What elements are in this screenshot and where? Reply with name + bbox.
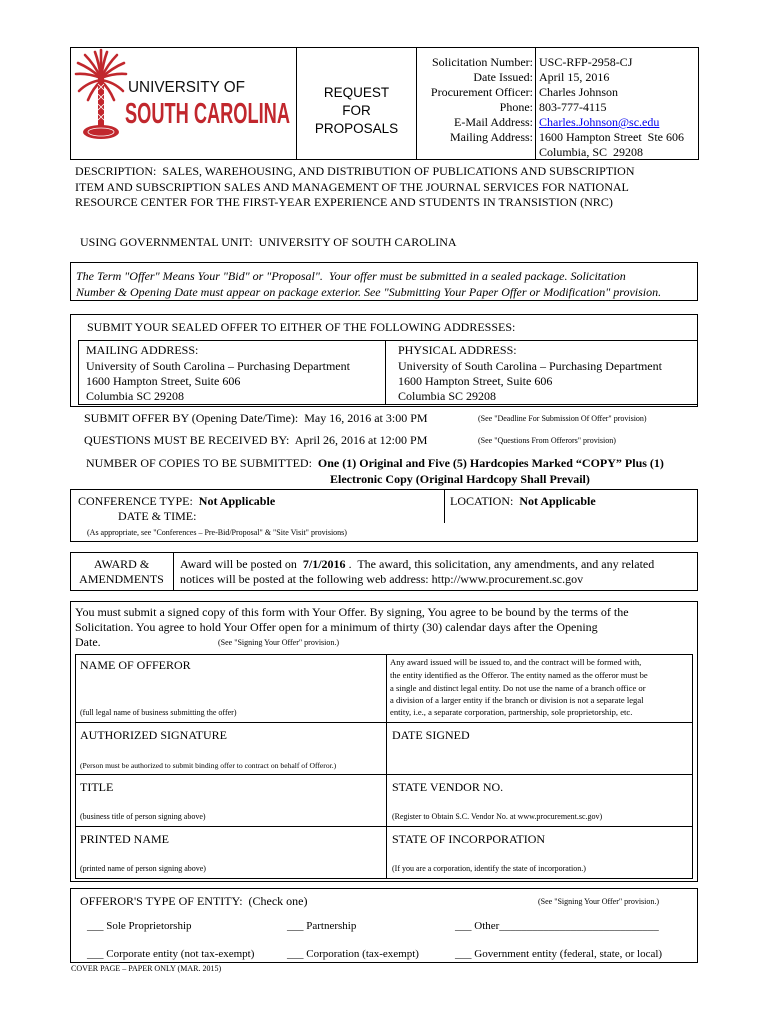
email-label: E-Mail Address: [454, 115, 533, 129]
entity-option-government-entity: ___ Government entity (federal, state, or local) [455, 948, 663, 960]
award-date: 7/1/2016 [302, 557, 346, 571]
award-suffix: . The award, this solicitation, any amendments, and any related [345, 557, 655, 571]
description-line: ITEM AND SUBSCRIPTION SALES AND MANAGEMENT OF THE JOURNAL SERVICES FOR NATIONAL [75, 180, 629, 194]
physical-address-title: PHYSICAL ADDRESS: [398, 343, 517, 357]
state-of-incorporation-hint: (If you are a corporation, identify the state of incorporation.) [392, 864, 586, 873]
authorized-signature-label: AUTHORIZED SIGNATURE [80, 728, 227, 742]
submit-offer-deadline: SUBMIT OFFER BY (Opening Date/Time): May 16, 2016 at 3:00 PM [84, 411, 428, 425]
logo-university-of: UNIVERSITY OF [128, 79, 246, 96]
date-issued-value: April 15, 2016 [539, 70, 610, 84]
award-text-line: notices will be posted at the following web address: http://www.procurement.sc.gov [180, 572, 584, 586]
offeror-notice-line: entity, i.e., a separate corporation, partnership, sole proprietorship, etc. [390, 707, 633, 717]
offeror-notice-line: Any award issued will be issued to, and the contract will be formed with, [390, 657, 642, 667]
rfp-title-line: PROPOSALS [314, 121, 399, 136]
mailing-address-city: Columbia, SC 29208 [539, 145, 644, 159]
rfp-title-line: FOR [342, 103, 371, 118]
copies-value-line2: Electronic Copy (Original Hardcopy Shall Prevail) [330, 472, 590, 486]
copies-label: NUMBER OF COPIES TO BE SUBMITTED: [86, 456, 318, 470]
state-of-incorporation-label: STATE OF INCORPORATION [392, 832, 546, 846]
phone-value: 803-777-4115 [539, 100, 607, 114]
signing-intro-line: You must submit a signed copy of this form with Your Offer. By signing, You agree to be bound by the terms of the [75, 605, 629, 619]
copies-value: One (1) Original and Five (5) Hardcopies Marked “COPY” Plus (1) [317, 456, 664, 470]
printed-name-hint: (printed name of person signing above) [80, 864, 206, 873]
copies-line [86, 456, 664, 470]
entity-option-partnership: ___ Partnership [287, 920, 357, 932]
conference-datetime-label: DATE & TIME: [118, 509, 197, 523]
entity-option-other: ___ Other_____________________________ [455, 920, 659, 932]
phone-label: Phone: [499, 100, 533, 114]
physical-address-line: Columbia SC 29208 [398, 389, 497, 403]
state-vendor-no-hint: (Register to Obtain S.C. Vendor No. at www.procurement.sc.gov) [392, 812, 603, 821]
conference-type-value: Not Applicable [198, 494, 276, 508]
conference-divider [444, 489, 445, 523]
signing-intro-note: (See "Signing Your Offer" provision.) [218, 638, 340, 647]
page-footer: COVER PAGE – PAPER ONLY (MAR. 2015) [71, 964, 222, 973]
offer-notice-line: The Term "Offer" Means Your "Bid" or "Proposal". Your offer must be submitted in a sealed package. Solicitation [76, 269, 626, 283]
physical-address-line: 1600 Hampton Street, Suite 606 [398, 374, 553, 388]
offeror-notice-line: a single and distinct legal entity. Do not use the name of a branch office or [390, 683, 646, 693]
procurement-officer-value: Charles Johnson [539, 85, 618, 99]
conference-location-value: Not Applicable [519, 494, 596, 508]
date-issued-label: Date Issued: [473, 70, 533, 84]
header-divider-info [535, 47, 536, 160]
questions-deadline: QUESTIONS MUST BE RECEIVED BY: April 26, 2016 at 12:00 PM [84, 433, 428, 447]
rfp-title-line: REQUEST [323, 85, 390, 100]
questions-note: (See "Questions From Offerors" provision) [478, 436, 616, 445]
entity-option-corporate-entity: ___ Corporate entity (not tax-exempt) [87, 948, 255, 960]
signing-grid-row-line [75, 722, 693, 723]
palmetto-trunk [83, 78, 119, 139]
physical-address-line: University of South Carolina – Purchasing Department [398, 359, 662, 373]
offeror-notice-line: a division of a larger entity if the branch or division is not a separate legal [390, 695, 644, 705]
conference-type-label: CONFERENCE TYPE: [78, 494, 199, 508]
procurement-officer-label: Procurement Officer: [430, 85, 533, 99]
entity-option-corporation-tax-exempt: ___ Corporation (tax-exempt) [287, 948, 419, 960]
description-line: RESOURCE CENTER FOR THE FIRST-YEAR EXPERIENCE AND STUDENTS IN TRANSISTION (NRC) [75, 195, 613, 209]
award-divider [173, 552, 174, 591]
logo-south-carolina: SOUTH CAROLINA [125, 98, 291, 130]
award-label: AWARD & [93, 557, 150, 571]
addresses-divider [385, 340, 386, 405]
solicitation-number-label: Solicitation Number: [432, 55, 533, 69]
title-hint: (business title of person signing above) [80, 812, 206, 821]
signing-grid-row-line [75, 826, 693, 827]
mailing-address-title: MAILING ADDRESS: [86, 343, 199, 357]
name-of-offeror-hint: (full legal name of business submitting the offer) [80, 708, 237, 717]
date-signed-label: DATE SIGNED [392, 728, 470, 742]
title-label: TITLE [80, 780, 114, 794]
email-link[interactable]: Charles.Johnson@sc.edu [539, 115, 660, 129]
mailing-address-label: Mailing Address: [450, 130, 533, 144]
award-label: AMENDMENTS [79, 572, 164, 586]
mailing-address-value: 1600 Hampton Street Ste 606 [539, 130, 684, 144]
mailing-address-line: University of South Carolina – Purchasing Department [86, 359, 350, 373]
mailing-address-line: Columbia SC 29208 [86, 389, 185, 403]
conference-type [78, 494, 275, 508]
entity-type-note: (See "Signing Your Offer" provision.) [538, 897, 660, 906]
submit-offer-note: (See "Deadline For Submission Of Offer" provision) [478, 414, 647, 423]
name-of-offeror-label: NAME OF OFFEROR [80, 658, 191, 672]
signing-grid-row-line [75, 774, 693, 775]
mailing-address-line: 1600 Hampton Street, Suite 606 [86, 374, 241, 388]
offeror-notice-line: the entity identified as the Offeror. The entity named as the offeror must be [390, 670, 648, 680]
signing-intro-line: Solicitation. You agree to hold Your Offer open for a minimum of thirty (30) calendar days after the Opening [75, 620, 598, 634]
governmental-unit: USING GOVERNMENTAL UNIT: UNIVERSITY OF SOUTH CAROLINA [80, 235, 457, 249]
state-vendor-no-label: STATE VENDOR NO. [392, 780, 504, 794]
award-text-line [180, 557, 654, 571]
description-line: DESCRIPTION: SALES, WAREHOUSING, AND DISTRIBUTION OF PUBLICATIONS AND SUBSCRIPTION [75, 164, 635, 178]
usc-logo [72, 48, 294, 144]
entity-option-sole-proprietorship: ___ Sole Proprietorship [87, 920, 192, 932]
printed-name-label: PRINTED NAME [80, 832, 169, 846]
conference-location-label: LOCATION: [450, 494, 520, 508]
entity-type-heading: OFFEROR'S TYPE OF ENTITY: (Check one) [80, 894, 308, 908]
signing-grid-divider [386, 654, 387, 879]
offer-notice-line: Number & Opening Date must appear on package exterior. See "Submitting Your Paper Offer or Modification" provision. [76, 285, 662, 299]
conference-location [450, 494, 596, 508]
addresses-heading: SUBMIT YOUR SEALED OFFER TO EITHER OF THE FOLLOWING ADDRESSES: [87, 320, 516, 334]
signing-intro-line: Date. [75, 635, 101, 649]
conference-note: (As appropriate, see "Conferences – Pre-Bid/Proposal" & "Site Visit" provisions) [87, 528, 347, 537]
solicitation-number-value: USC-RFP-2958-CJ [539, 55, 633, 69]
authorized-signature-hint: (Person must be authorized to submit binding offer to contract on behalf of Offeror.) [80, 761, 337, 770]
award-prefix: Award will be posted on [180, 557, 303, 571]
